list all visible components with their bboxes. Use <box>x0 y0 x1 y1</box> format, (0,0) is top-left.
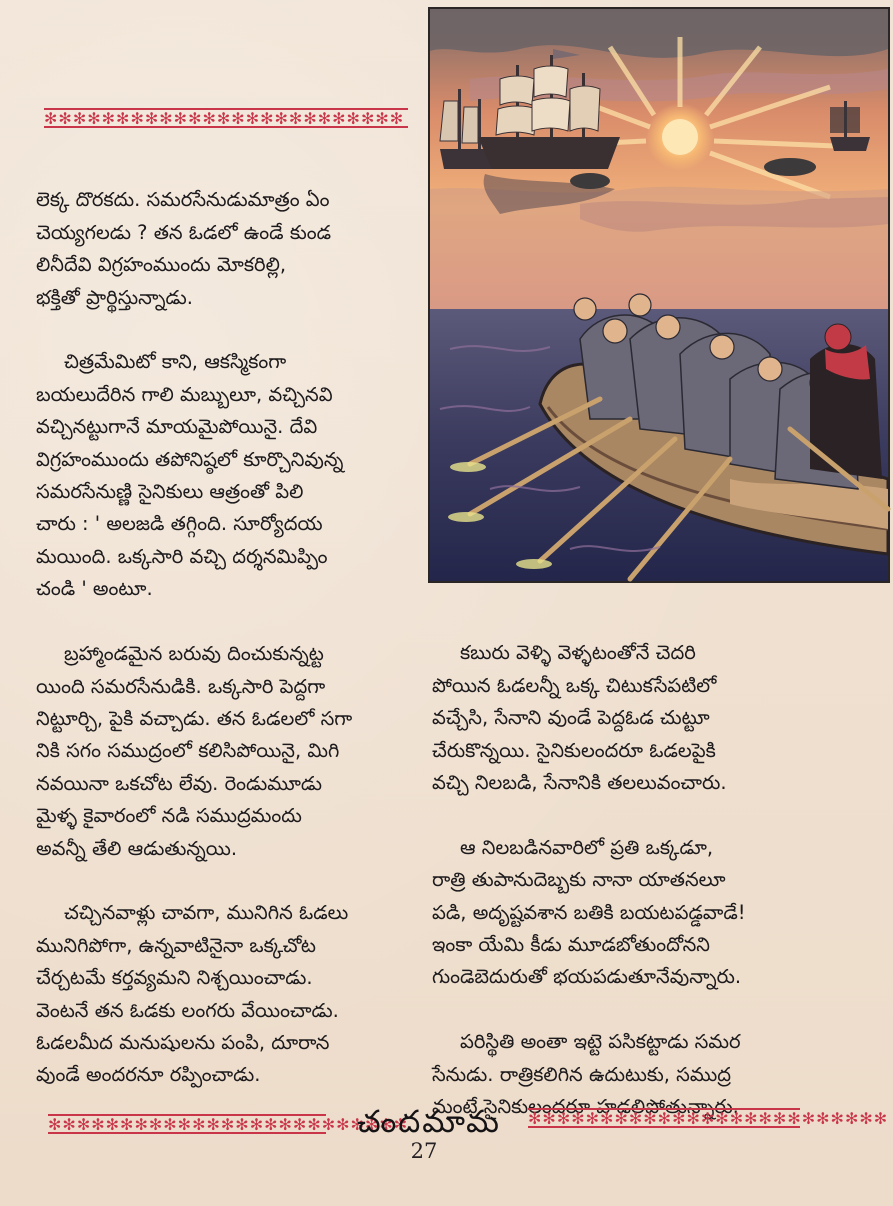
right-paragraph-1: కబురు వెళ్ళి వెళ్ళటంతోనే చెదరి పోయిన ఓడలన్నీ ఒక్క చిటుకసేపటిలో వచ్చేసి, సేనాని వుండే పెద్దఓడ చుట్టూ చేరుకొన్నయి. సైనికులందరూ ఓడలపైకి వచ్చి నిలబడి, సేనానికి తలలువంచారు. <box>432 641 727 795</box>
footer-ornament-right <box>528 1108 889 1128</box>
ornament-glyphs-right: ✻✻✻✻✻✻✻✻✻✻✻✻✻✻✻✻✻✻✻✻✻✻✻✻✻ <box>528 1109 889 1128</box>
illustration-drawing <box>430 9 888 581</box>
magazine-title: చందమామ <box>357 1104 501 1140</box>
ornament-glyphs: ✻✻✻✻✻✻✻✻✻✻✻✻✻✻✻✻✻✻✻✻✻✻✻✻✻ <box>44 109 405 128</box>
right-paragraph-2: ఆ నిలబడినవారిలో ప్రతి ఒక్కడూ, రాత్రి తుపానుదెబ్బకు నానా యాతనలూ పడి, అదృష్టవశాన బతికి బయటపడ్డవాడే! ఇంకా యేమి కీడు మూడబోతుందోనని గుండెబెదురుతో భయపడుతూనేవున్నారు. <box>432 835 746 989</box>
left-paragraph-1: లెక్క దొరకదు. సమరసేనుడుమాత్రం ఏం చెయ్యగలడు ? తన ఓడలో ఉండే కుండ లినీదేవి విగ్రహంముందు మోకరిల్లి, భక్తితో ప్రార్థిస్తున్నాడు. <box>36 188 332 309</box>
top-ornament-border <box>44 108 408 128</box>
footer-ornament-left <box>48 1114 409 1134</box>
left-column-text <box>36 152 414 1124</box>
ornament-glyphs-left: ✻✻✻✻✻✻✻✻✻✻✻✻✻✻✻✻✻✻✻✻✻✻✻✻✻ <box>48 1115 409 1134</box>
left-paragraph-2: చిత్రమేమిటో కాని, ఆకస్మికంగా బయలుదేరిన గాలి మబ్బులూ, వచ్చినవి వచ్చినట్టుగానే మాయమైపోయినై. దేవి విగ్రహంముందు తపోనిష్ఠలో కూర్చొనివున్న సమరసేనుణ్ణి సైనికులు ఆత్రంతో పిలి చారు : ' అలజడి తగ్గింది. సూర్యోదయ మయింది. ఒక్కసారి వచ్చి దర్శనమిప్పిం చండి ' అంటూ. <box>36 350 344 601</box>
right-column-text <box>432 605 810 1156</box>
right-paragraph-3: పరిస్థితి అంతా ఇట్టె పసికట్టాడు సమర సేనుడు. రాత్రికలిగిన ఉదుటుకు, సముద్ర మంటే సైనికులందరూ హడలిపోతున్నారు. <box>432 1030 741 1119</box>
left-paragraph-3: బ్రహ్మాండమైన బరువు దించుకున్నట్ట యింది సమరసేనుడికి. ఒక్కసారి పెద్దగా నిట్టూర్చి, పైకి వచ్చాడు. తన ఓడలలో సగా నికి సగం సముద్రంలో కలిసిపోయినై, మిగి నవయినా ఒకచోట లేవు. రెండుమూడు మైళ్ళ కైవారంలో నడి సముద్రమందు అవన్నీ తేలి ఆడుతున్నయి. <box>36 642 353 860</box>
page-number: 27 <box>410 1139 438 1163</box>
ships-and-rowboat-at-sunset-illustration <box>428 7 890 583</box>
left-paragraph-4: చచ్చినవాళ్లు చావగా, మునిగిన ఓడలు మునిగిపోగా, ఉన్నవాటినైనా ఒక్కచోట చేర్చటమే కర్తవ్యమని నిశ్చయించాడు. వెంటనే తన ఓడకు లంగరు వేయించాడు. ఓడలమీద మనుషులను పంపి, దూరాన వుండే అందరనూ రప్పించాడు. <box>36 901 349 1087</box>
